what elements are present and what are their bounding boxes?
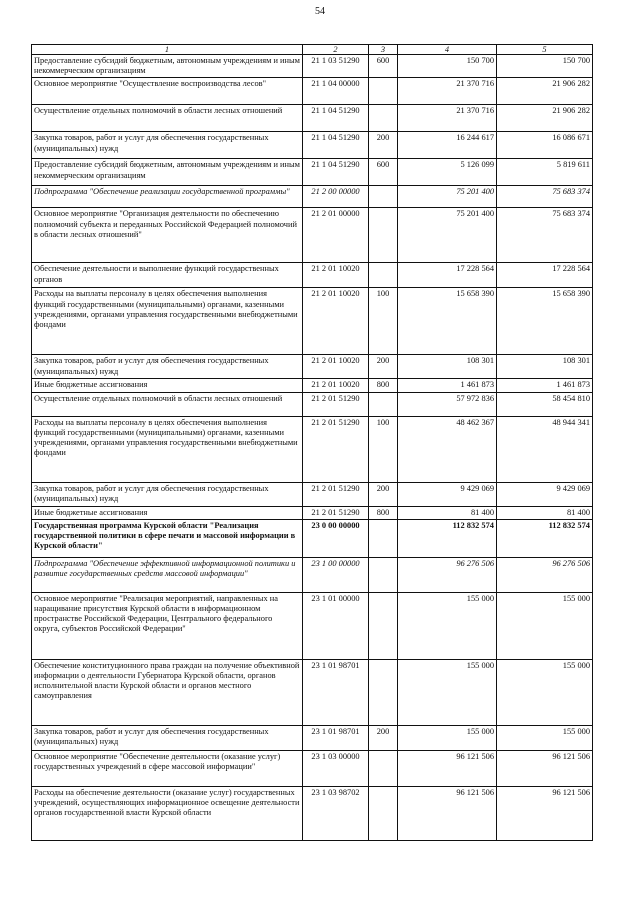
code-cell: 23 1 03 00000 (303, 750, 369, 786)
table-row (32, 55, 593, 78)
name-cell: Государственная программа Курской области "Реализация государственной политики в сфере печати и массовой информации в Курской области" (32, 519, 303, 557)
amount-cell: 81 400 (398, 506, 497, 519)
name-cell: Основное мероприятие "Реализация мероприятий, направленных на наращивание присутствия Курской области в информационном пространстве Российской Федерации, Центрального федерального округа, субъектов Российской Федерации" (32, 592, 303, 659)
expense-type-cell: 200 (369, 132, 398, 159)
budget-table (31, 44, 593, 841)
name-cell: Обеспечение деятельности и выполнение функций государственных органов (32, 263, 303, 288)
amount-cell: 17 228 564 (497, 263, 593, 288)
table-row (32, 725, 593, 750)
code-cell: 21 2 01 00000 (303, 208, 369, 263)
code-cell: 21 2 00 00000 (303, 186, 369, 208)
code-cell: 23 1 01 00000 (303, 592, 369, 659)
expense-type-cell: 200 (369, 725, 398, 750)
header-cell: 5 (497, 45, 593, 55)
code-cell: 21 1 04 51290 (303, 159, 369, 186)
amount-cell: 57 972 836 (398, 392, 497, 416)
code-cell: 21 2 01 51290 (303, 506, 369, 519)
table-row (32, 392, 593, 416)
amount-cell: 150 700 (497, 55, 593, 78)
name-cell: Основное мероприятие "Организация деятельности по обеспечению полномочий субъекта и переданных Российской Федерацией полномочий в области лесных отношений" (32, 208, 303, 263)
code-cell: 21 1 04 51290 (303, 132, 369, 159)
table-row (32, 416, 593, 482)
amount-cell: 155 000 (497, 725, 593, 750)
name-cell: Закупка товаров, работ и услуг для обеспечения государственных (муниципальных) нужд (32, 725, 303, 750)
amount-cell: 155 000 (398, 659, 497, 725)
amount-cell: 75 683 374 (497, 186, 593, 208)
amount-cell: 48 944 341 (497, 416, 593, 482)
expense-type-cell (369, 208, 398, 263)
name-cell: Иные бюджетные ассигнования (32, 379, 303, 392)
amount-cell: 15 658 390 (497, 288, 593, 355)
code-cell: 21 2 01 10020 (303, 288, 369, 355)
amount-cell: 1 461 873 (398, 379, 497, 392)
name-cell: Закупка товаров, работ и услуг для обеспечения государственных (муниципальных) нужд (32, 355, 303, 379)
name-cell: Осуществление отдельных полномочий в области лесных отношений (32, 105, 303, 132)
amount-cell: 75 683 374 (497, 208, 593, 263)
code-cell: 23 1 03 98702 (303, 786, 369, 840)
code-cell: 23 1 01 98701 (303, 659, 369, 725)
amount-cell: 15 658 390 (398, 288, 497, 355)
amount-cell: 155 000 (398, 725, 497, 750)
code-cell: 21 2 01 10020 (303, 355, 369, 379)
expense-type-cell (369, 592, 398, 659)
name-cell: Иные бюджетные ассигнования (32, 506, 303, 519)
amount-cell: 112 832 574 (497, 519, 593, 557)
amount-cell: 17 228 564 (398, 263, 497, 288)
expense-type-cell (369, 263, 398, 288)
expense-type-cell (369, 392, 398, 416)
amount-cell: 96 276 506 (398, 557, 497, 592)
amount-cell: 21 370 716 (398, 78, 497, 105)
code-cell: 21 2 01 51290 (303, 416, 369, 482)
amount-cell: 96 276 506 (497, 557, 593, 592)
code-cell: 21 1 04 00000 (303, 78, 369, 105)
amount-cell: 21 906 282 (497, 105, 593, 132)
table-row (32, 105, 593, 132)
expense-type-cell: 200 (369, 355, 398, 379)
amount-cell: 155 000 (398, 592, 497, 659)
name-cell: Расходы на обеспечение деятельности (оказание услуг) государственных учреждений, осуществляющих информационное освещение деятельности органов государственной власти Курской области (32, 786, 303, 840)
table-row (32, 557, 593, 592)
table-row (32, 159, 593, 186)
header-cell: 2 (303, 45, 369, 55)
amount-cell: 9 429 069 (497, 482, 593, 506)
table-row (32, 288, 593, 355)
name-cell: Подпрограмма "Обеспечение эффективной информационной политики и развитие государственных средств массовой информации" (32, 557, 303, 592)
code-cell: 21 1 03 51290 (303, 55, 369, 78)
expense-type-cell: 100 (369, 288, 398, 355)
amount-cell: 112 832 574 (398, 519, 497, 557)
table-row (32, 482, 593, 506)
amount-cell: 108 301 (497, 355, 593, 379)
expense-type-cell: 200 (369, 482, 398, 506)
amount-cell: 150 700 (398, 55, 497, 78)
table-row (32, 78, 593, 105)
code-cell: 23 1 00 00000 (303, 557, 369, 592)
table-row (32, 750, 593, 786)
name-cell: Закупка товаров, работ и услуг для обеспечения государственных (муниципальных) нужд (32, 132, 303, 159)
expense-type-cell (369, 105, 398, 132)
code-cell: 21 1 04 51290 (303, 105, 369, 132)
table-row (32, 519, 593, 557)
amount-cell: 16 244 617 (398, 132, 497, 159)
page-number: 54 (315, 6, 325, 17)
code-cell: 23 0 00 00000 (303, 519, 369, 557)
expense-type-cell (369, 557, 398, 592)
expense-type-cell (369, 519, 398, 557)
amount-cell: 58 454 810 (497, 392, 593, 416)
amount-cell: 9 429 069 (398, 482, 497, 506)
amount-cell: 96 121 506 (497, 786, 593, 840)
header-row (32, 45, 593, 55)
table-row (32, 355, 593, 379)
amount-cell: 96 121 506 (398, 786, 497, 840)
amount-cell: 81 400 (497, 506, 593, 519)
amount-cell: 5 126 099 (398, 159, 497, 186)
table-row (32, 263, 593, 288)
amount-cell: 21 370 716 (398, 105, 497, 132)
table-row (32, 208, 593, 263)
table-row (32, 132, 593, 159)
amount-cell: 5 819 611 (497, 159, 593, 186)
name-cell: Осуществление отдельных полномочий в области лесных отношений (32, 392, 303, 416)
expense-type-cell (369, 186, 398, 208)
table-row (32, 506, 593, 519)
amount-cell: 21 906 282 (497, 78, 593, 105)
table-row (32, 379, 593, 392)
amount-cell: 1 461 873 (497, 379, 593, 392)
code-cell: 21 2 01 10020 (303, 263, 369, 288)
name-cell: Основное мероприятие "Обеспечение деятельности (оказание услуг) государственных учреждений в сфере массовой информации" (32, 750, 303, 786)
amount-cell: 155 000 (497, 592, 593, 659)
name-cell: Расходы на выплаты персоналу в целях обеспечения выполнения функций государственными (муниципальными) органами, казенными учреждениями, органами управления государственными внебюджетными фондами (32, 288, 303, 355)
name-cell: Предоставление субсидий бюджетным, автономным учреждениям и иным некоммерческим организациям (32, 55, 303, 78)
amount-cell: 16 086 671 (497, 132, 593, 159)
amount-cell: 155 000 (497, 659, 593, 725)
name-cell: Предоставление субсидий бюджетным, автономным учреждениям и иным некоммерческим организациям (32, 159, 303, 186)
table-row (32, 659, 593, 725)
expense-type-cell (369, 786, 398, 840)
amount-cell: 96 121 506 (398, 750, 497, 786)
table-row (32, 186, 593, 208)
expense-type-cell: 800 (369, 506, 398, 519)
amount-cell: 75 201 400 (398, 208, 497, 263)
code-cell: 21 2 01 10020 (303, 379, 369, 392)
name-cell: Закупка товаров, работ и услуг для обеспечения государственных (муниципальных) нужд (32, 482, 303, 506)
code-cell: 23 1 01 98701 (303, 725, 369, 750)
table-row (32, 786, 593, 840)
expense-type-cell: 800 (369, 379, 398, 392)
header-cell: 1 (32, 45, 303, 55)
amount-cell: 108 301 (398, 355, 497, 379)
name-cell: Основное мероприятие "Осуществление воспроизводства лесов" (32, 78, 303, 105)
code-cell: 21 2 01 51290 (303, 482, 369, 506)
name-cell: Обеспечение конституционного права граждан на получение объективной информации о деятельности Губернатора Курской области, органов исполнительной власти Курской области и органов местного самоуправления (32, 659, 303, 725)
expense-type-cell (369, 78, 398, 105)
header-cell: 4 (398, 45, 497, 55)
code-cell: 21 2 01 51290 (303, 392, 369, 416)
amount-cell: 48 462 367 (398, 416, 497, 482)
expense-type-cell: 600 (369, 55, 398, 78)
name-cell: Подпрограмма "Обеспечение реализации государственной программы" (32, 186, 303, 208)
name-cell: Расходы на выплаты персоналу в целях обеспечения выполнения функций государственными (муниципальными) органами, казенными учреждениями, органами управления государственными внебюджетными фондами (32, 416, 303, 482)
expense-type-cell: 100 (369, 416, 398, 482)
expense-type-cell (369, 659, 398, 725)
expense-type-cell: 600 (369, 159, 398, 186)
table-row (32, 592, 593, 659)
expense-type-cell (369, 750, 398, 786)
amount-cell: 75 201 400 (398, 186, 497, 208)
table-body (32, 55, 593, 841)
amount-cell: 96 121 506 (497, 750, 593, 786)
header-cell: 3 (369, 45, 398, 55)
